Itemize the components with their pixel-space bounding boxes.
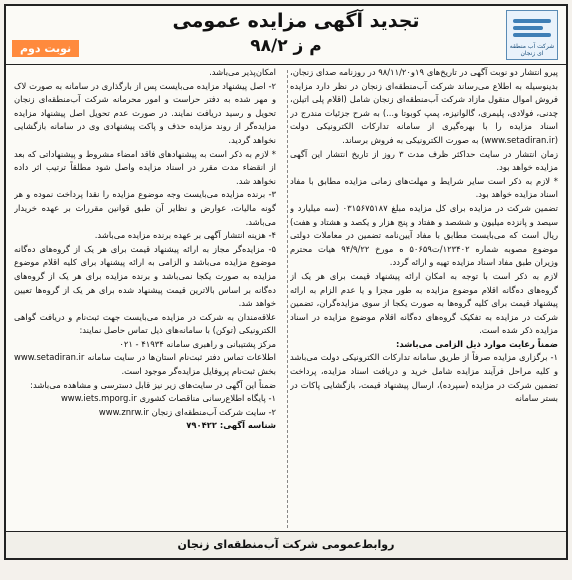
paragraph: ضمناً این آگهی در سایت‌های زیر نیز قابل دسترسی و مشاهده می‌باشد: (30, 379, 276, 390)
paragraph: ۲- سایت شرکت آب‌منطقه‌ای زنجان www.znrw.ir (98, 406, 276, 417)
left-column (14, 66, 276, 534)
paragraph: پیرو انتشار دو نوبت آگهی در تاریخ‌های ۱۹و۹۸/۱۱/۲۰ در روزنامه صدای زنجان، بدینوسیله به اطلاع می‌رساند شرکت آب‌منطقه‌ای زنجان در نظر دارد مزایده فروش اموال منقول مازاد شرکت آب‌منطقه‌ای زنجان شامل (اقلام پلی اتیلن، چدنی، فولادی، پلیمری، گالوانیزه، پمپ کوبوتا و...) به شرح جزئیات مندرج در اسناد مزایده را با بهره‌گیری از سامانه تدارکات الکترونیکی دولت (www.setadiran.ir) به صورت الکترونیکی به فروش برساند. (290, 67, 558, 145)
ad-code: م ز ۹۸/۲ (250, 36, 322, 56)
paragraph: ۲- اصل پیشنهاد مزایده می‌بایست پس از بارگذاری در سامانه به صورت لاک و مهر شده به دفتر حراست و امور محرمانه شرکت آب‌منطقه‌ای زنجان تحویل و رسید دریافت نمایند. در صورت عدم تحویل اصل پیشنهاد مزایده مزایده‌گر از روند مزایده حذف و پاکت پیشنهادی وی در سامانه بازگشایی نخواهد گردید. (14, 80, 276, 145)
ad-title: تجدید آگهی مزایده عمومی (172, 10, 420, 32)
paragraph: زمان انتشار در سایت حداکثر ظرف مدت ۳ روز از تاریخ انتشار این آگهی مزایده خواهد بود. (290, 148, 558, 173)
paragraph: ضمناً رعایت موارد ذیل الزامی می‌باشد: (395, 338, 558, 349)
paragraph: ۵- مزایده‌گر مجاز به ارائه پیشنهاد قیمت برای هر یک از گروه‌های ده‌گانه موضوع مزایده می‌باشد و الزامی به ارائه پیشنهاد برای کلیه اقلام موضوع مزایده به صورت یکجا نمی‌باشد و برنده مزایده برای هر یک از گروه‌های ده‌گانه بر اساس بالاترین قیمت پیشنهاد شده برای هر یک از گروه‌ها تعیین خواهد شد. (14, 243, 276, 309)
ad-id: شناسه آگهی: ۷۹۰۴۲۲ (186, 420, 276, 431)
paragraph: اطلاعات تماس دفتر ثبت‌نام استان‌ها در سایت سامانه www.setadiran.ir بخش ثبت‌نام پروفایل مزایده‌گر موجود است. (14, 352, 276, 377)
logo-caption: شرکت آب منطقه ای زنجان (509, 43, 555, 57)
company-logo (506, 10, 558, 60)
paragraph: مرکز پشتیبانی و راهبری سامانه ۴۱۹۳۴ - ۰۲۱ (119, 338, 276, 349)
paragraph: * لازم به ذکر است به پیشنهادهای فاقد امضاء مشروط و پیشنهاداتی که بعد از انقضاء مدت مقرر در اسناد مزایده واصل شود مطلقاً ترتیب اثر داده نخواهد شد. (14, 148, 276, 186)
paragraph: تضمین شرکت در مزایده برای کل مزایده مبلغ ۰۳۱۵۶۷۵۱۸۷ (سه میلیارد و سیصد و پانزده میلیون و ششصد و هفتاد و پنج هزار و یکصد و هشتاد و هفت) ریال است که می‌بایست مطابق با مفاد آیین‌نامه تضمین در معاملات دولتی موضوع مصوبه شماره ۱۲۳۴۰۲/ت۵۰۶۵۹ ه مورخ ۹۴/۹/۲۲ هیات محترم وزیران طبق مفاد اسناد مزایده تهیه و ارائه گردد. (290, 202, 558, 268)
paragraph: ۴- هزینه انتشار آگهی بر عهده برنده مزایده می‌باشد. (94, 230, 276, 241)
column-divider (287, 70, 288, 528)
paragraph: امکان‌پذیر می‌باشد. (209, 67, 276, 77)
paragraph: ۱- پایگاه اطلاع‌رسانی مناقصات کشوری www.iets.mporg.ir (60, 393, 276, 404)
ad-page (4, 4, 568, 560)
paragraph: * لازم به ذکر است سایر شرایط و مهلت‌های زمانی مزایده مطابق با مفاد اسناد مزایده خواهد بود. (290, 175, 558, 200)
paragraph: لازم به ذکر است با توجه به امکان ارائه پیشنهاد قیمت برای هر یک از گروه‌های ده‌گانه اقلام موضوع مزایده به طور مجزا و یا عدم الزام به ارائه پیشنهاد قیمت برای کلیه گروه‌ها به صورت یکجا از سوی مزایده‌گران، تضمین شرکت در مزایده به تفکیک گروه‌های ده‌گانه اقلام موضوع مزایده در اسناد مزایده ذکر شده است. (290, 270, 558, 336)
right-column (290, 66, 558, 534)
paragraph: ۳- برنده مزایده می‌بایست وجه موضوع مزایده را نقدا پرداخت نموده و هر گونه مالیات، عوارض و نظایر آن طبق قوانین مقررات بر عهده خریدار می‌باشد. (14, 189, 276, 227)
ad-header (6, 6, 566, 65)
logo-wave-icon (513, 26, 543, 30)
paragraph: علاقه‌مندان به شرکت در مزایده می‌بایست جهت ثبت‌نام و دریافت گواهی الکترونیکی (توکن) با سامانه‌های ذیل تماس حاصل نمایند: (14, 311, 276, 336)
round-badge: نوبت دوم (12, 40, 79, 57)
paragraph: ۱- برگزاری مزایده صرفاً از طریق سامانه تدارکات الکترونیکی دولت می‌باشد و کلیه مراحل فرآیند مزایده شامل خرید و دریافت اسناد مزایده، پرداخت تضمین شرکت در مزایده (سپرده)، ارسال پیشنهاد قیمت، بازگشایی پاکات در بستر سامانه (290, 352, 558, 404)
logo-wave-icon (513, 19, 551, 23)
ad-footer: روابط‌عمومی شرکت آب‌منطقه‌ای زنجان (6, 531, 566, 558)
logo-wave-icon (513, 33, 551, 37)
